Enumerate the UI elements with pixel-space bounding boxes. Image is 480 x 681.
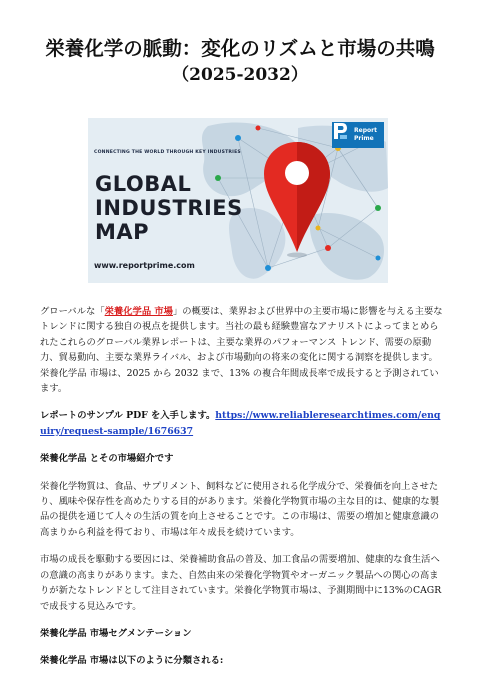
section-paragraph-2: 市場の成長を駆動する要因には、栄養補助食品の普及、加工食品の需要増加、健康的な食生活への意識の高まりがあります。また、自然由来の栄養化学物質やオーガニック製品への関心の高まりが新たなトレンドとして注目されています。栄養化学物質市場は、予測期間中に13%のCAGRで成長する見込みです。: [40, 554, 442, 612]
banner-tagline: CONNECTING THE WORLD THROUGH KEY INDUSTRIES: [94, 150, 241, 155]
report-prime-logo: [332, 122, 384, 148]
page-subtitle: （2025-2032）: [172, 65, 308, 85]
section-heading-segmentation: 栄養化学品 市場セグメンテーション: [40, 627, 192, 639]
banner-url: www.reportprime.com: [94, 261, 195, 270]
report-prime-logo-icon: [332, 122, 348, 140]
banner-heading-line-3: MAP: [95, 220, 150, 244]
market-link[interactable]: 栄養化学品 市場: [104, 306, 173, 317]
page-title: 栄養化学の脈動：変化のリズムと市場の共鳴: [45, 37, 435, 60]
banner-heading-line-1: GLOBAL: [95, 172, 192, 196]
logo-text-line-1: Report: [354, 127, 377, 134]
section-paragraph-1: 栄養化学物質は、食品、サプリメント、飼料などに使用される化学成分で、栄養価を向上させたり、風味や保存性を高めたりする目的があります。栄養化学物質市場の主な目的は、健康的な製品の提供を通じて人々の生活の質を向上させることです。この市場は、需要の増加と健康意識の高まりから利益を得ており、市場は年々成長を続けています。: [40, 480, 440, 538]
intro-paragraph: [40, 304, 444, 396]
sample-request-link[interactable]: https://www.reliableresearchtimes.com/enquiry/request-sample/1676637: [40, 410, 441, 437]
logo-text-line-2: Prime: [354, 134, 374, 142]
sample-paragraph: [40, 408, 444, 439]
banner-heading-line-2: INDUSTRIES: [95, 196, 243, 220]
segmentation-subheading: 栄養化学品 市場は以下のように分類される:: [40, 655, 224, 667]
global-industries-map-banner: [88, 118, 388, 283]
sample-label: レポートのサンプル PDF を入手します。: [40, 410, 216, 422]
intro-text-before: グローバルな「: [40, 306, 105, 317]
intro-text-after: 」の概要は、業界および世界中の主要市場に影響を与える主要なトレンドに関する独自の視点を提供します。当社の最も経験豊富なアナリストによってまとめられたこれらのグローバル業界レポートは、主要な業界のパフォーマンス トレンド、需要の原動力、貿易動向、主要な業界ライバル、および市場動向の将来の変化に関する洞察を提供します。栄養化学品 市場は、2025 から 2032 まで、13% の複合年間成長率で成長すると予測されています。: [40, 306, 443, 395]
section-heading-introduction: 栄養化学品 とその市場紹介です: [40, 453, 174, 465]
document-body: [40, 304, 444, 681]
